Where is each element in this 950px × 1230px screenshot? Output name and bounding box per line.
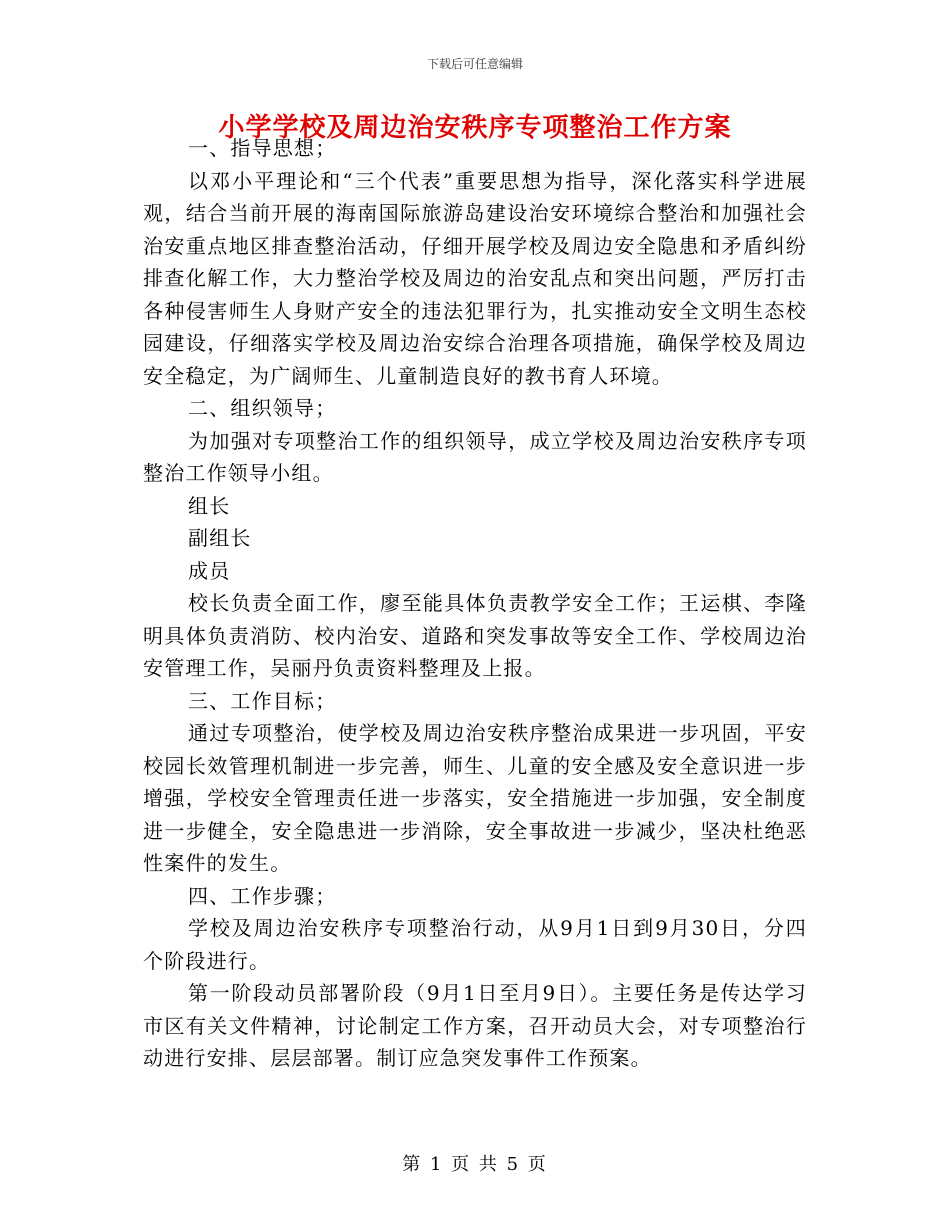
section-heading-steps: 四、工作步骤； (188, 883, 337, 908)
paragraph-phase-one: 第一阶段动员部署阶段（9月1日至月9日）。主要任务是传达学习市区有关文件精神，讨论制定工作方案，召开动员大会，对专项整治行动进行安排、层层部署。制订应急突发事件工作预案。 (143, 981, 807, 1070)
paragraph-organization: 为加强对专项整治工作的组织领导，成立学校及周边治安秩序专项整治工作领导小组。 (143, 428, 807, 485)
paragraph-goals: 通过专项整治，使学校及周边治安秩序整治成果进一步巩固，平安校园长效管理机制进一步完善，师生、儿童的安全感及安全意识进一步增强，学校安全管理责任进一步落实，安全措施进一步加强，安全制度进一步健全，安全隐患进一步消除，安全事故进一步减少，坚决杜绝恶性案件的发生。 (143, 721, 807, 875)
paragraph-steps-overview: 学校及周边治安秩序专项整治行动，从9月1日到9月30日，分四个阶段进行。 (143, 916, 807, 973)
page-footer: 第 1 页 共 5 页 (402, 1154, 548, 1175)
section-heading-organization: 二、组织领导； (188, 396, 337, 420)
role-deputy-leader: 副组长 (188, 526, 252, 550)
document-title: 小学学校及周边治安秩序专项整治工作方案 (218, 113, 732, 143)
document-body (143, 132, 807, 1075)
header-note: 下载后可任意编辑 (426, 57, 523, 71)
role-leader: 组长 (188, 493, 231, 518)
section-heading-goals: 三、工作目标； (188, 688, 337, 713)
paragraph-responsibilities: 校长负责全面工作，廖至能具体负责教学安全工作；王运棋、李隆明具体负责消防、校内治安、道路和突发事故等安全工作、学校周边治安管理工作，吴丽丹负责资料整理及上报。 (143, 591, 807, 680)
role-members: 成员 (188, 558, 231, 583)
section-heading-guiding-ideology: 一、指导思想； (188, 136, 337, 160)
paragraph-guiding-ideology: 以邓小平理论和“三个代表”重要思想为指导，深化落实科学进展观，结合当前开展的海南国际旅游岛建设治安环境综合整治和加强社会治安重点地区排查整治活动，仔细开展学校及周边安全隐患和矛盾纠纷排查化解工作，大力整治学校及周边的治安乱点和突出问题，严厉打击各种侵害师生人身财产安全的违法犯罪行为，扎实推动安全文明生态校园建设，仔细落实学校及周边治安综合治理各项措施，确保学校及周边安全稳定，为广阔师生、儿童制造良好的教书育人环境。 (143, 168, 807, 388)
